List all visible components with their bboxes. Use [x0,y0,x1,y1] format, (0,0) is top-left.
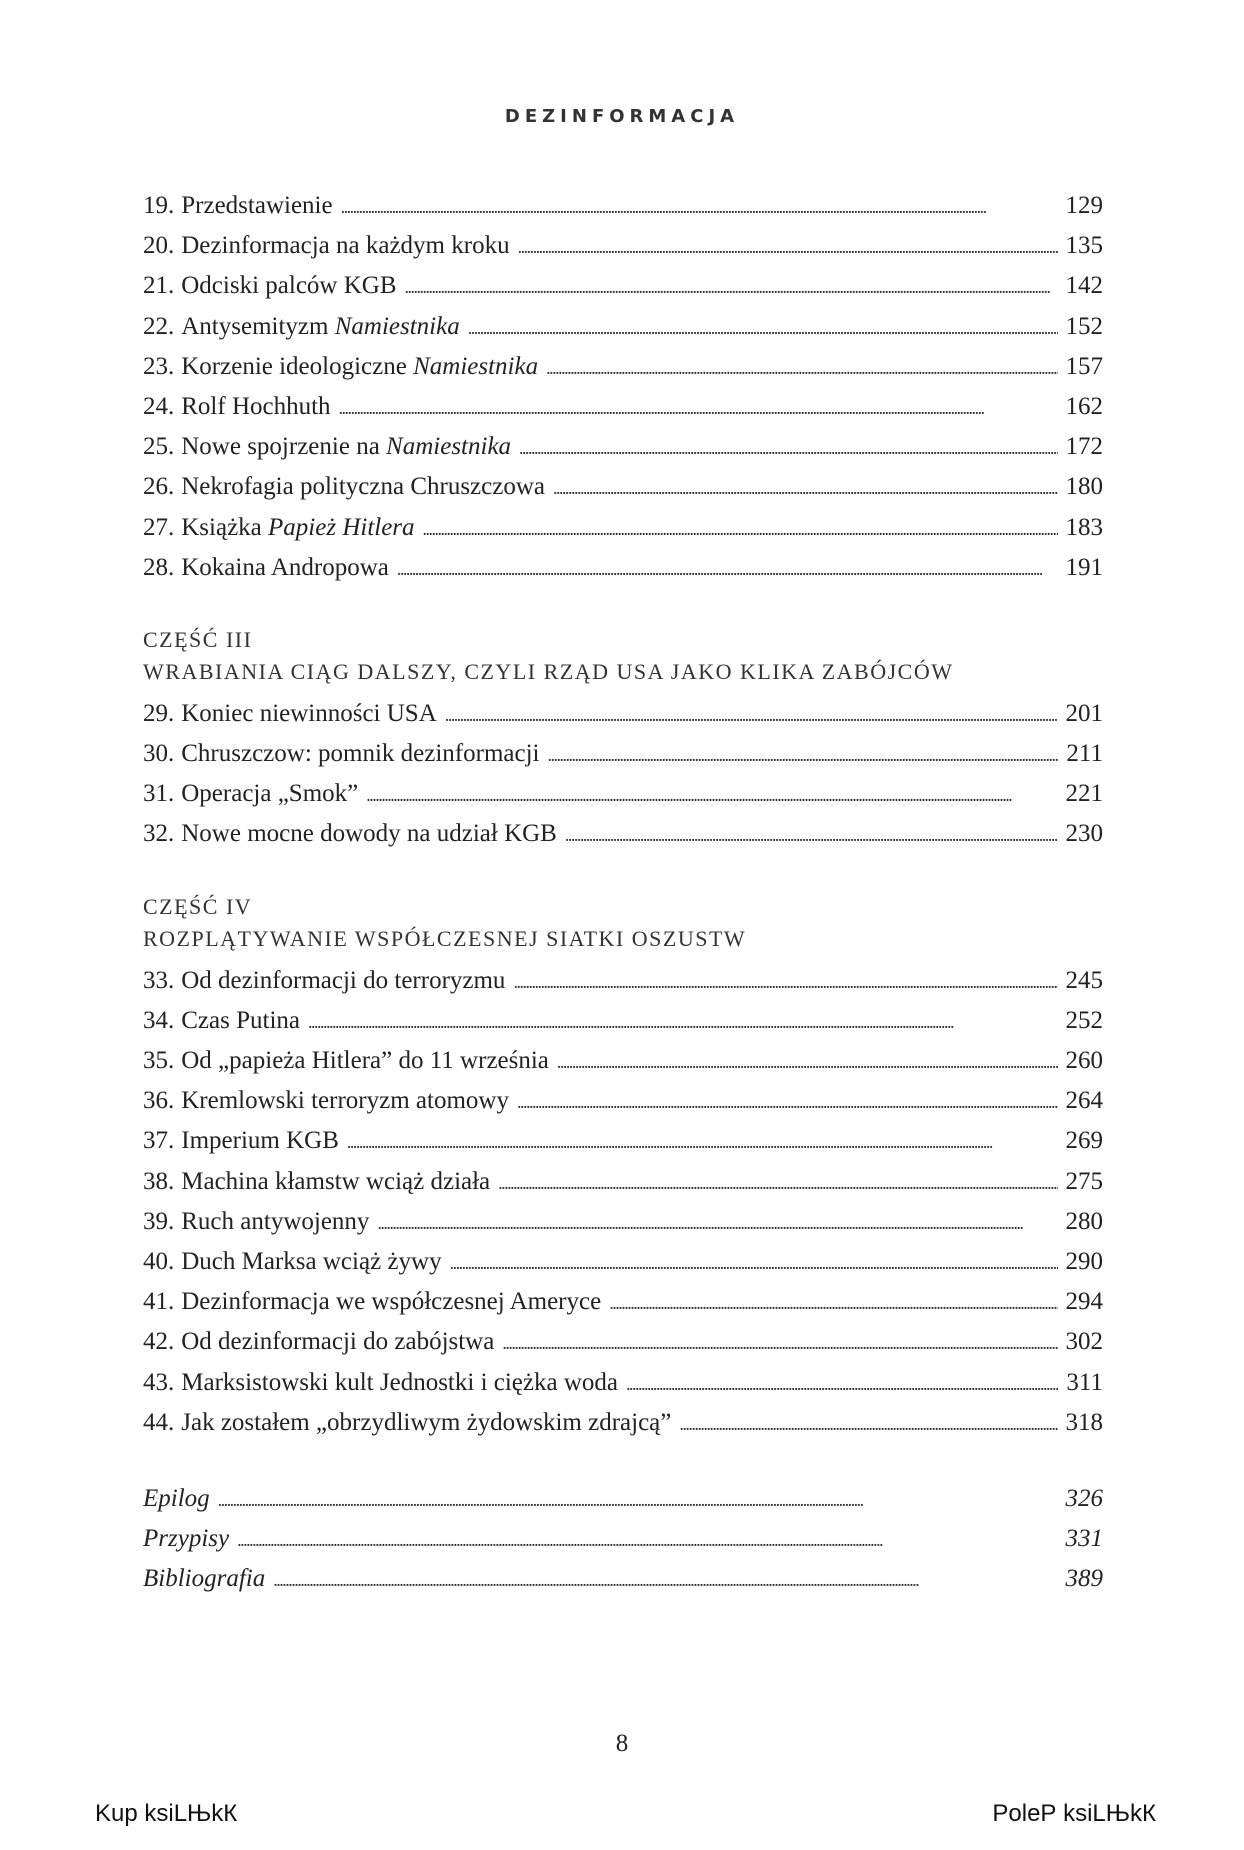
toc-entry [143,186,1103,226]
dot-leader [498,1162,1057,1203]
toc-entry-number: 33. [143,966,175,994]
footer-buy-link[interactable]: Kup ksiLЊkК [95,1800,238,1827]
toc-entry-page: 280 [1065,1207,1103,1235]
dot-leader [468,307,1058,348]
footer-recommend-link[interactable]: PoleР ksiLЊkК [992,1800,1156,1827]
toc-entry [143,1121,1103,1161]
toc-entry-number: 41. [143,1288,175,1316]
toc-entry-number: 35. [143,1047,175,1074]
dot-leader [553,467,1058,508]
toc-entry-title: Od „papieża Hitlera” do 11 września [181,1047,549,1074]
toc-entry-number: 29. [143,699,175,727]
toc-entry-number: 44. [143,1408,175,1436]
toc-entry [143,961,1103,1001]
toc-entry [143,347,1103,387]
back-matter-entries [143,1479,1103,1600]
toc-entry-page: 294 [1065,1288,1103,1316]
toc-entry-title: Bibliografia [143,1565,266,1593]
toc-entry-number: 23. [143,352,175,380]
toc-entry-title: Rolf Hochhuth [181,392,331,420]
dot-leader [405,266,1058,307]
toc-entry [143,814,1103,854]
toc-entry-title: Antysemityzm Namiestnika [181,312,460,340]
part2-entries [143,186,1103,588]
toc-entry-page: 152 [1065,312,1103,340]
toc-entry-italic-title: Namiestnika [334,312,460,340]
toc-entry-number: 20. [143,232,175,260]
toc-entry-title: Epilog [143,1484,210,1512]
dot-leader [519,427,1057,468]
dot-leader [547,734,1058,775]
toc-entry-page: 201 [1065,699,1103,727]
toc-entry-page: 129 [1065,192,1103,219]
toc-entry-page: 290 [1065,1247,1103,1275]
toc-entry-title: Dezinformacja na każdym kroku [181,232,510,260]
dot-leader [679,1403,1057,1444]
toc-entry-title: Od dezinformacji do terroryzmu [181,966,506,994]
toc-entry-title: Przedstawienie [181,192,333,219]
toc-entry [143,427,1103,467]
dot-leader [341,186,1058,227]
toc-entry [143,1322,1103,1362]
toc-entry-title: Machina kłamstw wciąż działa [181,1167,491,1195]
dot-leader [546,347,1057,388]
toc-entry-number: 30. [143,740,175,768]
toc-entry-page: 191 [1065,553,1103,581]
toc-entry-number: 40. [143,1247,175,1275]
toc-entry-title: Chruszczow: pomnik dezinformacji [181,740,540,768]
toc-entry-page: 311 [1066,1368,1103,1396]
toc-entry-title: Koniec niewinności USA [181,699,437,727]
toc-entry-page: 318 [1065,1408,1103,1436]
dot-leader [626,1363,1058,1404]
part3-entries [143,694,1103,855]
toc-entry-number: 24. [143,392,175,420]
toc-entry [143,1041,1103,1081]
toc-entry [143,774,1103,814]
toc-entry-page: 183 [1065,513,1103,541]
toc-entry-title: Czas Putina [181,1006,300,1034]
toc-entry [143,1081,1103,1121]
toc-entry-title: Imperium KGB [181,1127,339,1155]
toc-entry-number: 38. [143,1167,175,1195]
toc-entry [143,1479,1103,1519]
toc-entry-number: 26. [143,473,175,501]
toc-entry-italic-title: Namiestnika [413,352,539,380]
dot-leader [502,1322,1057,1363]
toc-entry [143,734,1103,774]
toc-entry-title: Nowe mocne dowody na udział KGB [181,820,557,848]
toc-entry [143,1363,1103,1403]
toc-entry-page: 142 [1065,272,1103,300]
dot-leader [397,548,1058,589]
toc-entry [143,1403,1103,1443]
dot-leader [308,1001,1058,1042]
toc-entry-number: 36. [143,1087,175,1115]
toc-entry-number: 43. [143,1368,175,1396]
toc-entry-title: Duch Marksa wciąż żywy [181,1247,442,1275]
dot-leader [565,814,1058,855]
toc-entry-number: 21. [143,272,175,300]
toc-entry-title: Dezinformacja we współczesnej Ameryce [181,1288,602,1316]
toc-entry-page: 252 [1065,1006,1103,1034]
toc-entry-italic-title: Papież Hitlera [268,513,415,541]
toc-entry-page: 326 [1065,1484,1103,1512]
dot-leader [377,1202,1057,1243]
toc-entry-page: 162 [1065,392,1103,420]
toc-entry-page: 172 [1065,433,1103,461]
toc-entry-title: Jak zostałem „obrzydliwym żydowskim zdrajcą” [181,1408,672,1436]
part4-label: CZĘŚĆ IV [143,893,253,919]
toc-entry [143,1282,1103,1322]
toc-entry-number: 22. [143,312,175,340]
dot-leader [450,1242,1058,1283]
toc-entry-page: 180 [1065,473,1103,501]
toc-entry-title: Ruch antywojenny [181,1207,370,1235]
toc-entry-title: Nekrofagia polityczna Chruszczowa [181,473,545,501]
toc-entry-page: 264 [1065,1087,1103,1115]
toc-entry-number: 19. [143,192,175,219]
toc-entry-page: 211 [1066,740,1103,768]
toc-entry-title: Nowe spojrzenie na Namiestnika [181,433,512,461]
toc-entry-title: Kokaina Andropowa [181,553,389,581]
toc-entry-page: 260 [1065,1047,1103,1074]
toc-entry-title: Operacja „Smok” [181,780,359,808]
dot-leader [423,508,1058,549]
toc-entry-page: 221 [1065,780,1103,808]
toc-entry-number: 34. [143,1006,175,1034]
toc-entry-number: 25. [143,433,175,461]
toc-entry [143,467,1103,507]
table-of-contents [143,186,1103,1599]
toc-entry [143,1242,1103,1282]
running-header: DEZINFORMACJA [504,106,740,127]
toc-entry-page: 302 [1065,1328,1103,1356]
dot-leader [366,774,1057,815]
dot-leader [347,1121,1058,1162]
dot-leader [517,1081,1058,1122]
toc-entry [143,1001,1103,1041]
toc-entry [143,548,1103,588]
toc-entry-page: 230 [1065,820,1103,848]
dot-leader [339,387,1058,428]
toc-entry-title: Przypisy [143,1525,230,1553]
toc-entry [143,266,1103,306]
toc-entry-page: 389 [1065,1565,1103,1593]
toc-entry [143,307,1103,347]
toc-entry [143,508,1103,548]
part4-subtitle: ROZPLĄTYWANIE WSPÓŁCZESNEJ SIATKI OSZUSTW [143,925,747,951]
toc-entry-number: 28. [143,553,175,581]
dot-leader [518,226,1058,267]
toc-entry-title: Korzenie ideologiczne Namiestnika [181,352,539,380]
dot-leader [237,1519,1057,1560]
toc-entry [143,1519,1103,1559]
toc-entry-page: 269 [1065,1127,1103,1155]
toc-entry-number: 37. [143,1127,175,1155]
dot-leader [609,1282,1057,1323]
toc-entry-title: Książka Papież Hitlera [181,513,415,541]
dot-leader [513,961,1057,1002]
toc-entry [143,387,1103,427]
page-number: 8 [615,1730,629,1757]
toc-entry-page: 157 [1065,352,1103,380]
toc-entry [143,1202,1103,1242]
dot-leader [557,1041,1058,1082]
part4-entries [143,961,1103,1443]
toc-entry-title: Kremlowski terroryzm atomowy [181,1087,509,1115]
toc-entry-italic-title: Namiestnika [386,433,512,461]
dot-leader [445,694,1058,735]
toc-entry [143,1559,1103,1599]
toc-entry-page: 275 [1065,1167,1103,1195]
toc-entry-page: 331 [1065,1525,1103,1553]
toc-entry-number: 27. [143,513,175,541]
part3-subtitle: WRABIANIA CIĄG DALSZY, CZYLI RZĄD USA JAKO KLIKA ZABÓJCÓW [143,658,954,684]
toc-entry [143,1162,1103,1202]
toc-entry-number: 31. [143,780,175,808]
toc-entry-title: Od dezinformacji do zabójstwa [181,1328,495,1356]
toc-entry [143,226,1103,266]
dot-leader [273,1559,1057,1600]
toc-entry-number: 32. [143,820,175,848]
toc-entry-number: 42. [143,1328,175,1356]
part3-label: CZĘŚĆ III [143,626,253,652]
toc-entry [143,694,1103,734]
toc-entry-title: Odciski palców KGB [181,272,397,300]
dot-leader [218,1479,1058,1520]
toc-entry-page: 245 [1065,966,1103,994]
toc-entry-page: 135 [1065,232,1103,260]
toc-entry-number: 39. [143,1207,175,1235]
toc-entry-title: Marksistowski kult Jednostki i ciężka woda [181,1368,618,1396]
